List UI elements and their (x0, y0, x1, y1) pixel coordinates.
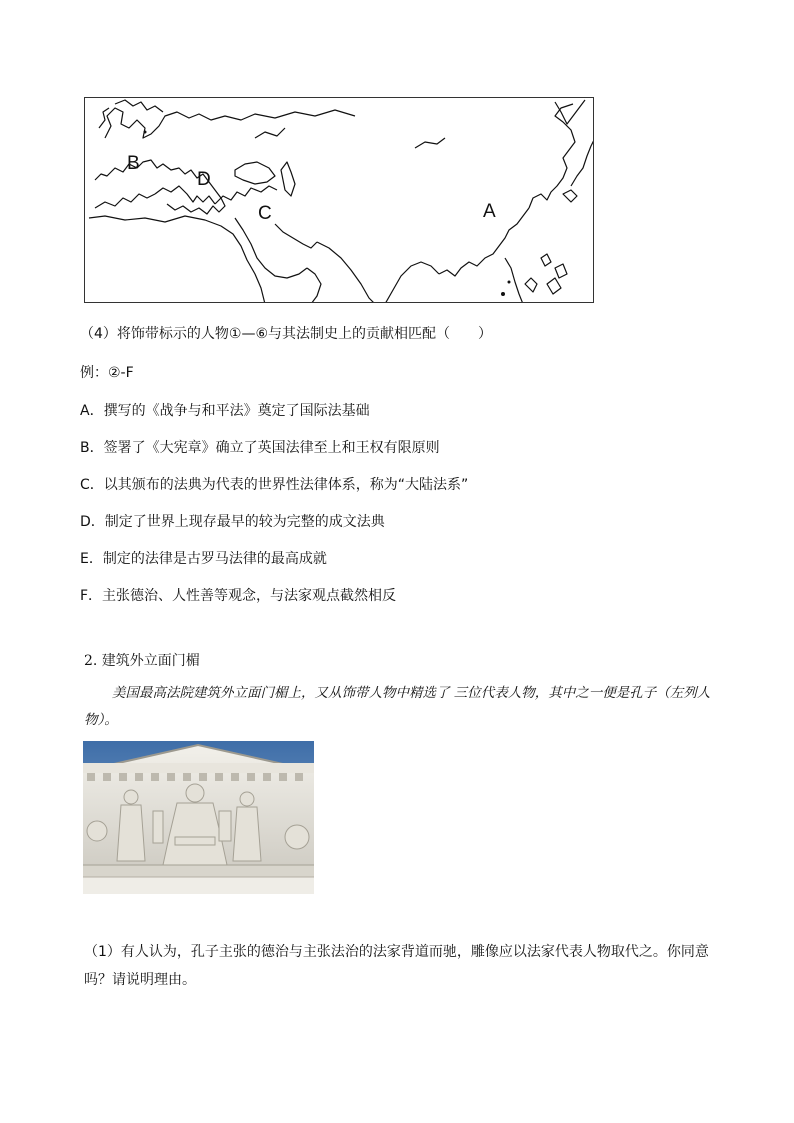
option-b: B．签署了《大宪章》确立了英国法律至上和王权有限原则 (80, 440, 440, 456)
section2-description: 美国最高法院建筑外立面门楣上，又从饰带人物中精选了 三位代表人物，其中之一便是孔子（左列人物）。 (84, 685, 711, 728)
option-e: E．制定的法律是古罗马法律的最高成就 (80, 551, 327, 567)
question4-example: 例：②-F (80, 365, 134, 381)
supreme-court-pediment-photo (83, 741, 314, 894)
option-f: F．主张德治、人性善等观念，与法家观点截然相反 (80, 588, 397, 604)
world-map-figure (84, 97, 594, 303)
map-label-b: B (127, 153, 140, 174)
map-label-d: D (197, 169, 211, 190)
option-a: A．撰写的《战争与和平法》奠定了国际法基础 (80, 403, 370, 419)
section2-question1: （1）有人认为，孔子主张的德治与主张法治的法家背道而驰，雕像应以法家代表人物取代之。你同意吗？请说明理由。 (84, 944, 709, 988)
map-label-c: C (258, 203, 272, 224)
map-label-a: A (483, 201, 496, 222)
option-c: C．以其颁布的法典为代表的世界性法律体系，称为“大陆法系” (80, 477, 469, 493)
coastline-outline (85, 98, 594, 303)
option-d: D．制定了世界上现存最早的较为完整的成文法典 (80, 514, 385, 530)
section2-title: 2. 建筑外立面门楣 (84, 653, 200, 669)
pediment-illustration (83, 741, 314, 894)
question4-prompt: （4）将饰带标示的人物①—⑥与其法制史上的贡献相匹配（ ） (80, 326, 493, 342)
